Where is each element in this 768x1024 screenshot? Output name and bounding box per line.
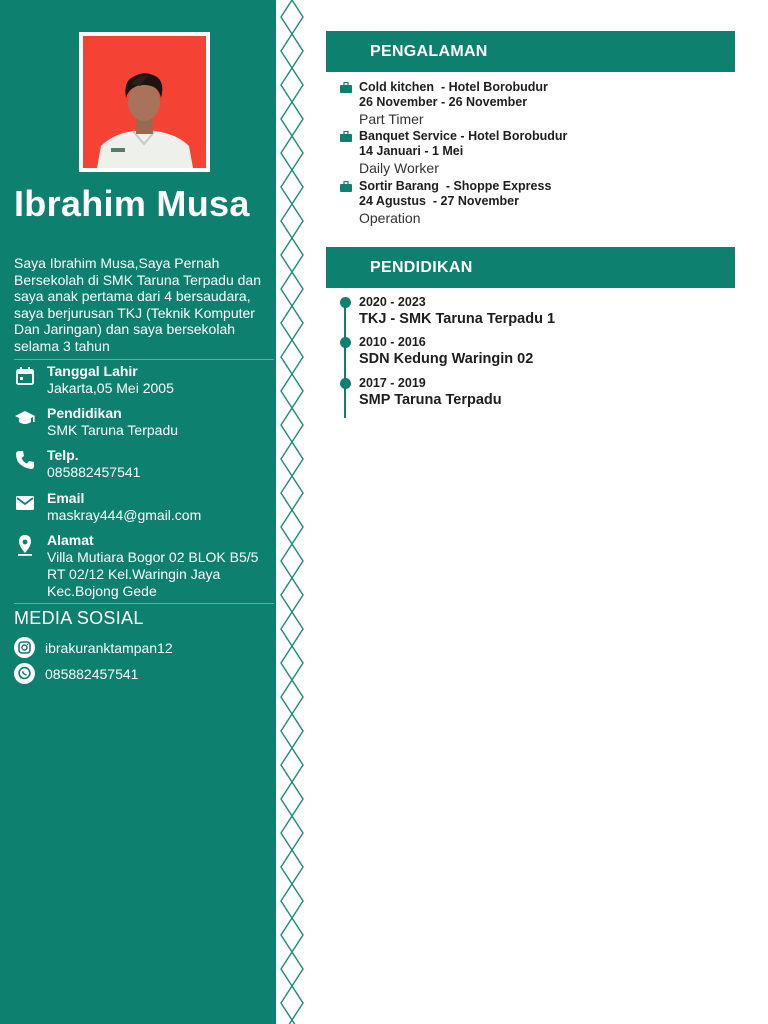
- profile-photo: [83, 36, 206, 168]
- info-education: [14, 405, 272, 441]
- education-item: [340, 376, 730, 412]
- experience-date: 14 Januari - 1 Mei: [359, 144, 464, 158]
- education-school: SMP Taruna Terpadu: [359, 392, 502, 408]
- phone-icon: [14, 449, 36, 471]
- social-instagram[interactable]: [14, 637, 272, 659]
- profile-name: Ibrahim Musa: [14, 183, 250, 224]
- whatsapp-icon: [14, 663, 35, 684]
- info-label: Tanggal Lahir: [47, 363, 138, 379]
- instagram-icon: [14, 637, 35, 658]
- experience-role: Operation: [359, 210, 421, 226]
- about-text: Saya Ibrahim Musa,Saya Pernah Bersekolah di SMK Taruna Terpadu dan saya anak pertama dari 4 bersaudara, saya berjurusan TKJ (Teknik Komputer Dan Jaringan) dan saya bersekolah selama 3 tahun: [14, 255, 261, 354]
- education-school: SDN Kedung Waringin 02: [359, 351, 534, 367]
- briefcase-icon: [340, 131, 352, 142]
- experience-date: 26 November - 26 November: [359, 95, 528, 109]
- experience-item: [340, 129, 730, 175]
- education-years: 2017 - 2019: [359, 376, 426, 390]
- experience-item: [340, 80, 730, 126]
- experience-title: Sortir Barang - Shoppe Express: [359, 179, 552, 193]
- experience-role: Part Timer: [359, 111, 424, 127]
- divider: [14, 359, 274, 360]
- social-whatsapp[interactable]: [14, 663, 272, 685]
- timeline-dot: [340, 297, 351, 308]
- education-years: 2010 - 2016: [359, 335, 426, 349]
- location-pin-icon: [14, 534, 36, 556]
- social-media-title: MEDIA SOSIAL: [14, 608, 144, 628]
- divider: [14, 603, 274, 604]
- info-value: Jakarta,05 Mei 2005: [47, 380, 174, 396]
- sidebar: [0, 0, 276, 1024]
- profile-photo-frame: [79, 32, 210, 172]
- info-value: maskray444@gmail.com: [47, 507, 202, 523]
- experience-section-header: PENGALAMAN: [326, 31, 735, 72]
- education-section-header: PENDIDIKAN: [326, 247, 735, 288]
- timeline-dot: [340, 378, 351, 389]
- info-email: [14, 490, 272, 526]
- info-value: 085882457541: [47, 464, 141, 480]
- experience-title: Banquet Service - Hotel Borobudur: [359, 129, 568, 143]
- experience-item: [340, 179, 730, 225]
- experience-role: Daily Worker: [359, 160, 439, 176]
- timeline-dot: [340, 337, 351, 348]
- graduation-cap-icon: [14, 407, 36, 429]
- info-label: Telp.: [47, 447, 79, 463]
- info-label: Alamat: [47, 532, 94, 548]
- instagram-handle: ibrakuranktampan12: [45, 640, 173, 656]
- education-item: [340, 335, 730, 371]
- calendar-icon: [14, 365, 36, 387]
- experience-date: 24 Agustus - 27 November: [359, 194, 520, 208]
- info-birth-date: [14, 363, 272, 399]
- info-label: Email: [47, 490, 85, 506]
- diamond-pattern: [276, 0, 308, 1024]
- info-label: Pendidikan: [47, 405, 122, 421]
- whatsapp-number: 085882457541: [45, 666, 139, 682]
- info-value: SMK Taruna Terpadu: [47, 422, 179, 438]
- education-school: TKJ - SMK Taruna Terpadu 1: [359, 311, 556, 327]
- info-phone: [14, 447, 272, 483]
- diamond-lattice: [281, 0, 303, 1024]
- info-address: [14, 532, 272, 600]
- info-value: Villa Mutiara Bogor 02 BLOK B5/5 RT 02/12 Kel.Waringin Jaya Kec.Bojong Gede: [47, 549, 259, 599]
- education-item: [340, 295, 730, 331]
- briefcase-icon: [340, 82, 352, 93]
- mail-icon: [14, 492, 36, 514]
- experience-title: Cold kitchen - Hotel Borobudur: [359, 80, 548, 94]
- briefcase-icon: [340, 181, 352, 192]
- education-years: 2020 - 2023: [359, 295, 426, 309]
